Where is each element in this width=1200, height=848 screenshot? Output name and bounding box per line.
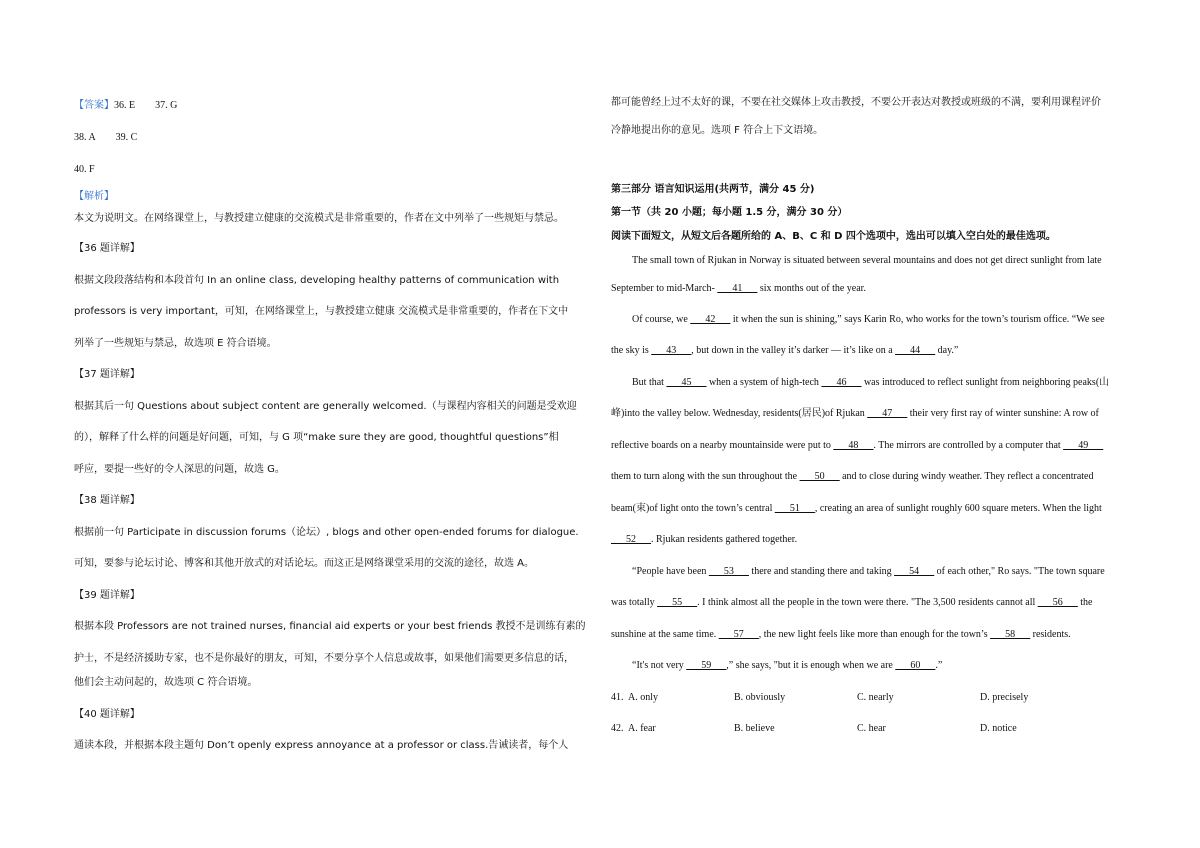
part3-heading: 第三部分 语言知识运用(共两节，满分 45 分)	[611, 184, 815, 195]
passage-p3-line-2: 峰)into the valley below. Wednesday, residents(居民)of Rjukan ___47___ their very first ray of winter sunshine: A row of	[611, 408, 1099, 419]
section1-heading: 第一节（共 20 小题；每小题 1.5 分，满分 30 分）	[611, 207, 848, 218]
passage-p3-line-6: ___52___. Rjukan residents gathered together.	[611, 534, 798, 545]
blank-49: ___49___	[1063, 440, 1104, 451]
blank-42: ___42___	[690, 314, 731, 325]
answer-line-2	[74, 131, 137, 145]
answer-label: 【答案】	[74, 100, 114, 111]
q41-option-b: B. obviously	[734, 692, 786, 703]
blank-43: ___43___	[651, 345, 692, 356]
blank-46: ___46___	[821, 377, 862, 388]
q40-heading: 【40 题详解】	[74, 709, 140, 720]
blank-48: ___48___	[833, 440, 874, 451]
q42-option-d: D. notice	[980, 723, 1017, 734]
q36-heading: 【36 题详解】	[74, 243, 140, 254]
q37-line-2: 的），解释了什么样的问题是好问题，可知，与 G 项“make sure they are good, thoughtful questions”相	[74, 432, 559, 443]
q37-line-3: 呼应，要提一些好的令人深思的问题，故选 G。	[74, 464, 285, 475]
passage-p4-line-1: “People have been ___53___ there and standing there and taking ___54___ of each other," Ro says. "The town square	[632, 566, 1105, 577]
q42-option-c: C. hear	[857, 723, 886, 734]
blank-51: ___51___	[774, 503, 815, 514]
blank-41: ___41___	[717, 283, 758, 294]
answer-line-1	[74, 99, 177, 113]
q39-line-3: 他们会主动问起的，故选项 C 符合语境。	[74, 677, 258, 688]
q39-line-1: 根据本段 Professors are not trained nurses, financial aid experts or your best friends 教授不是训练有素的	[74, 621, 586, 632]
blank-59: ___59___	[686, 660, 727, 671]
blank-56: ___56___	[1037, 597, 1078, 608]
passage-p1-line-1: The small town of Rjukan in Norway is situated between several mountains and does not get direct sunlight from late	[632, 255, 1102, 266]
q38-heading: 【38 题详解】	[74, 495, 140, 506]
q41-number: 41.	[611, 692, 624, 703]
passage-p3-line-1: But that ___45___ when a system of high-tech ___46___ was introduced to reflect sunlight from neighboring peaks(山	[632, 377, 1110, 388]
blank-54: ___54___	[894, 566, 935, 577]
q37-line-1: 根据其后一句 Questions about subject content are generally welcomed.（与课程内容相关的问题是受欢迎	[74, 401, 577, 412]
q36-line-3: 列举了一些规矩与禁忌，故选项 E 符合语境。	[74, 338, 277, 349]
passage-p5-line-1: “It's not very ___59___,” she says, "but it is enough when we are ___60___.”	[632, 660, 943, 671]
passage-p4-line-2: was totally ___55___. I think almost all the people in the town were there. "The 3,500 residents cannot all ___56___ the	[611, 597, 1093, 608]
blank-58: ___58___	[990, 629, 1031, 640]
passage-p2-line-2: the sky is ___43___, but down in the valley it’s darker — it’s like on a ___44___ day.”	[611, 345, 959, 356]
answer-39: 39. C	[115, 132, 138, 143]
q42-option-a: A. fear	[628, 723, 656, 734]
q41-option-c: C. nearly	[857, 692, 894, 703]
q38-line-1: 根据前一句 Participate in discussion forums（论坛）, blogs and other open-ended forums for dialogue.	[74, 527, 579, 538]
blank-53: ___53___	[708, 566, 749, 577]
answer-40: 40. F	[74, 164, 95, 175]
passage-p3-line-3: reflective boards on a nearby mountainside were put to ___48___. The mirrors are controlled by a computer that ___49___	[611, 440, 1104, 451]
instructions: 阅读下面短文，从短文后各题所给的 A、B、C 和 D 四个选项中，选出可以填入空白处的最佳选项。	[611, 231, 1056, 242]
blank-55: ___55___	[657, 597, 698, 608]
passage-p3-line-5: beam(束)of light onto the town’s central ___51___, creating an area of sunlight roughly 600 square meters. When the light	[611, 503, 1102, 514]
q42-number: 42.	[611, 723, 624, 734]
q40-cont-line-2: 冷静地提出你的意见。选项 F 符合上下文语境。	[611, 125, 824, 136]
q41-option-d: D. precisely	[980, 692, 1029, 703]
q38-line-2: 可知，要参与论坛讨论、博客和其他开放式的对话论坛。而这正是网络课堂采用的交流的途径，故选 A。	[74, 558, 535, 569]
q36-line-2: professors is very important，可知，在网络课堂上，与教授建立健康 交流模式是非常重要的，作者在下文中	[74, 306, 569, 317]
passage-p4-line-3: sunshine at the same time. ___57___, the new light feels like more than enough for the town’s ___58___ residents.	[611, 629, 1071, 640]
q40-line-1: 通读本段，并根据本段主题句 Don’t openly express annoyance at a professor or class.告诫读者，每个人	[74, 740, 569, 751]
answer-36: 36. E	[114, 100, 136, 111]
q40-cont-line-1: 都可能曾经上过不太好的课，不要在社交媒体上攻击教授，不要公开表达对教授或班级的不满，要利用课程评价	[611, 97, 1101, 108]
blank-45: ___45___	[666, 377, 707, 388]
passage-p1-line-2: September to mid-March- ___41___ six months out of the year.	[611, 283, 866, 294]
q37-heading: 【37 题详解】	[74, 369, 140, 380]
q42-option-b: B. believe	[734, 723, 775, 734]
q36-line-1: 根据文段段落结构和本段首句 In an online class, developing healthy patterns of communication with	[74, 275, 560, 286]
blank-52: ___52___	[611, 534, 651, 545]
q39-heading: 【39 题详解】	[74, 590, 140, 601]
blank-50: ___50___	[799, 471, 840, 482]
blank-44: ___44___	[895, 345, 936, 356]
summary-text: 本文为说明文。在网络课堂上，与教授建立健康的交流模式是非常重要的，作者在文中列举了一些规矩与禁忌。	[74, 213, 564, 224]
analysis-label: 【解析】	[74, 191, 114, 202]
blank-60: ___60___	[895, 660, 936, 671]
blank-47: ___47___	[867, 408, 908, 419]
q39-line-2: 护士，不是经济援助专家，也不是你最好的朋友，可知，不要分享个人信息或故事，如果他们需要更多信息的话，	[74, 653, 574, 664]
answer-38: 38. A	[74, 132, 96, 143]
passage-p3-line-4: them to turn along with the sun throughout the ___50___ and to close during windy weather. They reflect a concentrated	[611, 471, 1094, 482]
q41-option-a: A. only	[628, 692, 658, 703]
answer-37: 37. G	[155, 100, 178, 111]
passage-p2-line-1: Of course, we ___42___ it when the sun is shining,” says Karin Ro, who works for the town’s tourism office. “We see	[632, 314, 1105, 325]
blank-57: ___57___	[718, 629, 759, 640]
